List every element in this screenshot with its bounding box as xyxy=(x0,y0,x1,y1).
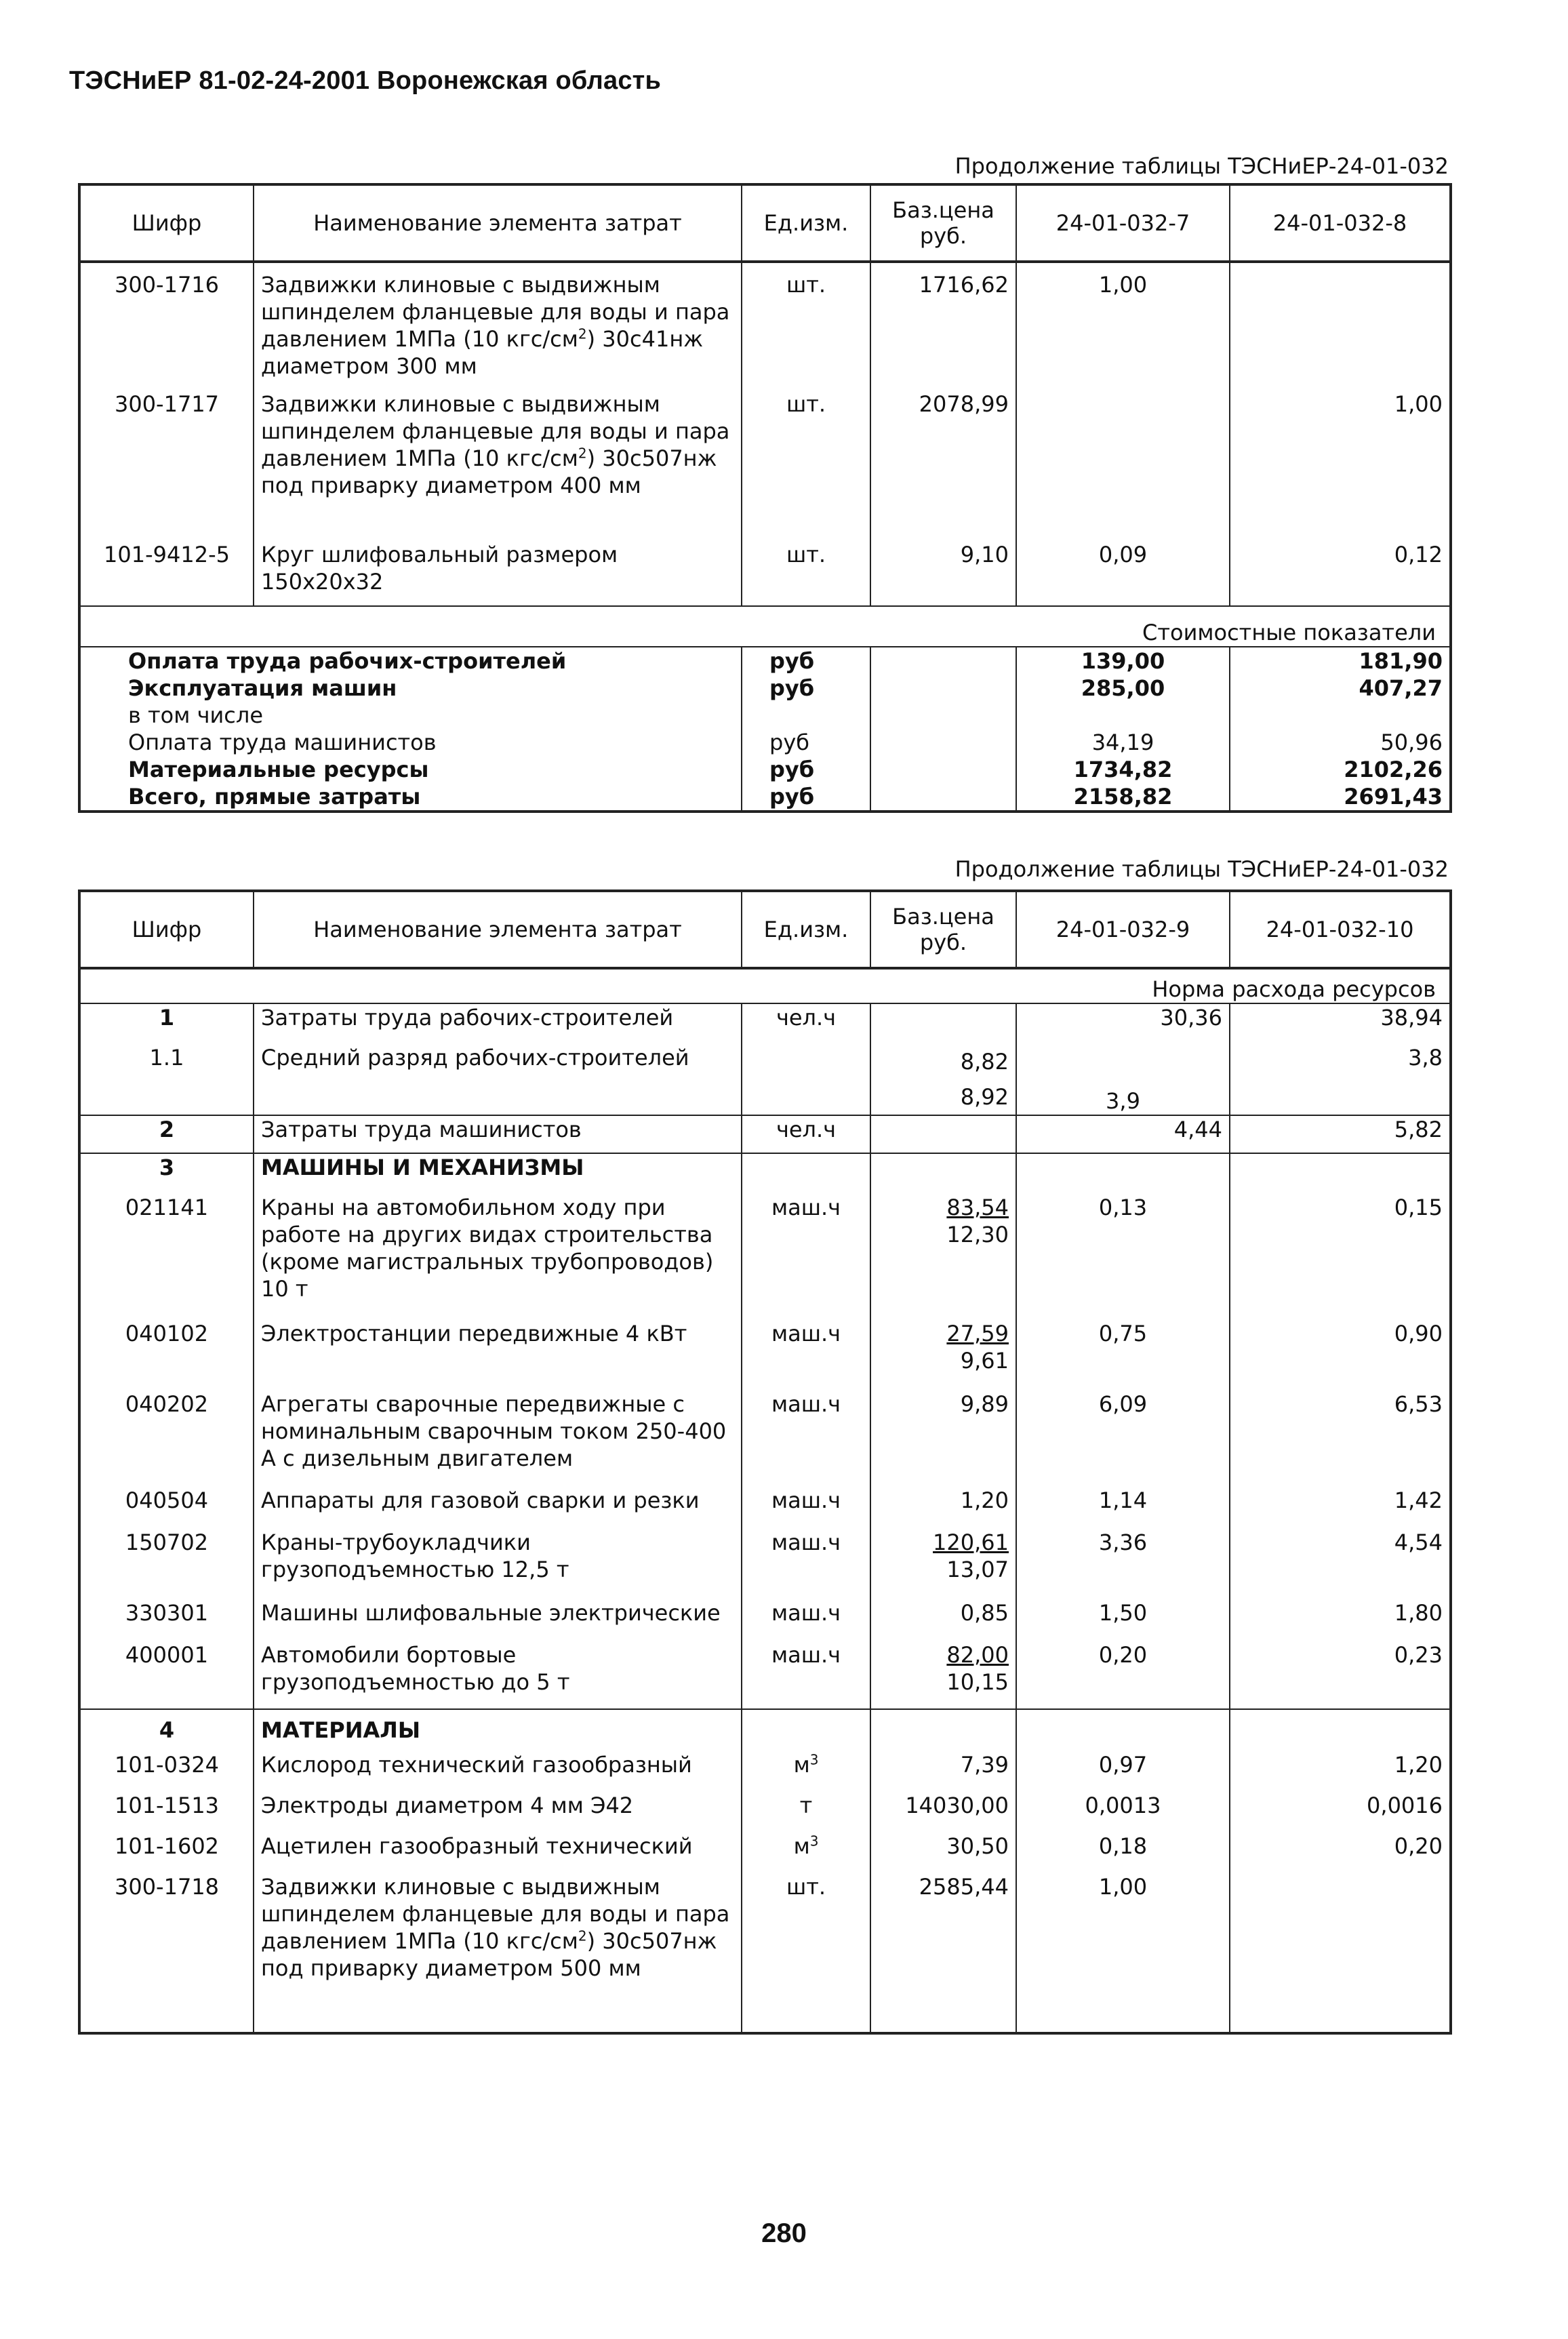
section-heading-row xyxy=(79,1709,1451,1751)
section-row xyxy=(79,606,1451,647)
row-unit: чел.ч xyxy=(742,1003,870,1044)
row-price xyxy=(870,1115,1016,1153)
row-price: 1,20 xyxy=(870,1487,1016,1529)
row-unit: маш.ч xyxy=(742,1194,870,1320)
summary-value-2: 2102,26 xyxy=(1230,756,1451,783)
row-unit: маш.ч xyxy=(742,1320,870,1391)
table-row xyxy=(79,1641,1451,1709)
summary-label: Материальные ресурсы xyxy=(79,756,742,783)
row-code: 4 xyxy=(79,1709,254,1751)
table-row xyxy=(79,1529,1451,1599)
row-code: 1 xyxy=(79,1003,254,1044)
summary-label: Оплата труда рабочих-строителей xyxy=(79,647,742,675)
table-row xyxy=(79,541,1451,606)
row-unit xyxy=(742,1044,870,1115)
row-value-2: 0,23 xyxy=(1230,1641,1451,1709)
table-row xyxy=(79,1391,1451,1487)
summary-unit: руб xyxy=(742,756,870,783)
row-name: Кислород технический газообразный xyxy=(254,1751,742,1792)
row-value-1: 4,44 xyxy=(1016,1115,1230,1153)
column-header: 24-01-032-7 xyxy=(1016,184,1230,262)
summary-row xyxy=(79,702,1451,729)
page-number: 280 xyxy=(761,2218,807,2248)
row-code: 1.1 xyxy=(79,1044,254,1115)
row-name: Затраты труда рабочих-строителей xyxy=(254,1003,742,1044)
row-code: 101-9412-5 xyxy=(79,541,254,606)
table-row xyxy=(79,1487,1451,1529)
section-heading: МАТЕРИАЛЫ xyxy=(254,1709,742,1751)
row-price: 27,59 9,61 xyxy=(870,1320,1016,1391)
summary-label: в том числе xyxy=(79,702,742,729)
table-row xyxy=(79,1792,1451,1833)
row-value-2: 4,54 xyxy=(1230,1529,1451,1599)
row-value-1: 1,00 xyxy=(1016,1873,1230,2033)
summary-row xyxy=(79,783,1451,812)
row-value-1: 3,9 xyxy=(1016,1044,1230,1115)
summary-value-2: 407,27 xyxy=(1230,675,1451,702)
row-value-2: 1,42 xyxy=(1230,1487,1451,1529)
row-value-1: 6,09 xyxy=(1016,1391,1230,1487)
row-unit: $м^3$ xyxy=(742,1751,870,1792)
row-price: 2585,44 xyxy=(870,1873,1016,2033)
row-code: 300-1718 xyxy=(79,1873,254,2033)
table-header-row xyxy=(79,184,1451,262)
row-price: 82,00 10,15 xyxy=(870,1641,1016,1709)
section-label: Стоимостные показатели xyxy=(79,606,1451,647)
column-header: 24-01-032-9 xyxy=(1016,891,1230,968)
row-code: 400001 xyxy=(79,1641,254,1709)
table-continuation-label: Продолжение таблицы ТЭСНиЕР-24-01-032 xyxy=(954,856,1449,882)
row-price: 2078,99 xyxy=(870,391,1016,541)
row-value-2: 0,12 xyxy=(1230,541,1451,606)
row-price: 1716,62 xyxy=(870,262,1016,391)
row-value-1: 0,75 xyxy=(1016,1320,1230,1391)
table-row xyxy=(79,1599,1451,1641)
column-header: Баз.цена руб. xyxy=(870,184,1016,262)
table-row xyxy=(79,1194,1451,1320)
table-row xyxy=(79,1873,1451,2033)
column-header: Ед.изм. xyxy=(742,184,870,262)
row-unit: маш.ч xyxy=(742,1391,870,1487)
row-value-1: 0,09 xyxy=(1016,541,1230,606)
table-row xyxy=(79,1044,1451,1115)
row-value-2: 5,82 xyxy=(1230,1115,1451,1153)
row-code: 150702 xyxy=(79,1529,254,1599)
row-value-1: 1,14 xyxy=(1016,1487,1230,1529)
row-value-2 xyxy=(1230,1873,1451,2033)
row-code: 101-0324 xyxy=(79,1751,254,1792)
row-name: Электроды диаметром 4 мм Э42 xyxy=(254,1792,742,1833)
table-row xyxy=(79,1115,1451,1153)
summary-unit: руб xyxy=(742,729,870,756)
row-value-2: 3,8 xyxy=(1230,1044,1451,1115)
row-unit: $м^3$ xyxy=(742,1833,870,1873)
row-value-1: 0,13 xyxy=(1016,1194,1230,1320)
row-name: Агрегаты сварочные передвижные с номинальным сварочным током 250-400 А с дизельным двигателем xyxy=(254,1391,742,1487)
row-unit: т xyxy=(742,1792,870,1833)
row-value-2: 0,90 xyxy=(1230,1320,1451,1391)
row-value-1: 0,20 xyxy=(1016,1641,1230,1709)
table-row xyxy=(79,1751,1451,1792)
summary-unit: руб xyxy=(742,783,870,812)
row-code: 040504 xyxy=(79,1487,254,1529)
row-unit: маш.ч xyxy=(742,1599,870,1641)
row-unit: шт. xyxy=(742,391,870,541)
column-header: Баз.цена руб. xyxy=(870,891,1016,968)
summary-row xyxy=(79,756,1451,783)
row-value-1: 3,36 xyxy=(1016,1529,1230,1599)
row-value-2: 0,20 xyxy=(1230,1833,1451,1873)
table-row xyxy=(79,1833,1451,1873)
column-header: 24-01-032-10 xyxy=(1230,891,1451,968)
row-value-1 xyxy=(1016,391,1230,541)
row-value-2: 0,15 xyxy=(1230,1194,1451,1320)
summary-value-2: 2691,43 xyxy=(1230,783,1451,812)
row-price: 120,61 13,07 xyxy=(870,1529,1016,1599)
page-title: ТЭСНиЕР 81-02-24-2001 Воронежская область xyxy=(69,66,662,95)
row-unit: чел.ч xyxy=(742,1115,870,1153)
summary-value-1: 2158,82 xyxy=(1016,783,1230,812)
cost-table-1 xyxy=(78,183,1452,813)
row-price: 7,39 xyxy=(870,1751,1016,1792)
section-heading-row xyxy=(79,1153,1451,1194)
column-header: Ед.изм. xyxy=(742,891,870,968)
row-code: 040202 xyxy=(79,1391,254,1487)
row-unit: шт. xyxy=(742,1873,870,2033)
row-unit: маш.ч xyxy=(742,1487,870,1529)
row-price: 83,54 12,30 xyxy=(870,1194,1016,1320)
row-value-1: 30,36 xyxy=(1016,1003,1230,1044)
row-unit: шт. xyxy=(742,262,870,391)
row-code: 040102 xyxy=(79,1320,254,1391)
row-name: Краны на автомобильном ходу при работе на других видах строительства (кроме магистральных трубопроводов) 10 т xyxy=(254,1194,742,1320)
row-price: 9,10 xyxy=(870,541,1016,606)
column-header: Наименование элемента затрат xyxy=(254,184,742,262)
row-name: Задвижки клиновые с выдвижным шпинделем фланцевые для воды и пара давлением 1МПа (10 кгс/$см^2$) 30с507нж под приварку диаметром 500 мм xyxy=(254,1873,742,2033)
row-unit: маш.ч xyxy=(742,1529,870,1599)
row-unit: маш.ч xyxy=(742,1641,870,1709)
row-value-2: 1,20 xyxy=(1230,1751,1451,1792)
row-name: Электростанции передвижные 4 кВт xyxy=(254,1320,742,1391)
summary-row xyxy=(79,647,1451,675)
section-label: Норма расхода ресурсов xyxy=(79,968,1451,1003)
row-code: 300-1717 xyxy=(79,391,254,541)
summary-value-2: 181,90 xyxy=(1230,647,1451,675)
table-row xyxy=(79,1003,1451,1044)
table-continuation-label: Продолжение таблицы ТЭСНиЕР-24-01-032 xyxy=(954,153,1449,179)
row-value-2: 38,94 xyxy=(1230,1003,1451,1044)
row-value-1: 1,00 xyxy=(1016,262,1230,391)
summary-value-1: 285,00 xyxy=(1016,675,1230,702)
row-code: 101-1513 xyxy=(79,1792,254,1833)
row-value-2: 1,80 xyxy=(1230,1599,1451,1641)
summary-label: Оплата труда машинистов xyxy=(79,729,742,756)
row-value-2: 1,00 xyxy=(1230,391,1451,541)
row-code: 300-1716 xyxy=(79,262,254,391)
row-value-1: 0,18 xyxy=(1016,1833,1230,1873)
row-price: 8,82 8,92 xyxy=(870,1044,1016,1115)
row-name: Средний разряд рабочих-строителей xyxy=(254,1044,742,1115)
row-name: Автомобили бортовые грузоподъемностью до 5 т xyxy=(254,1641,742,1709)
column-header: Шифр xyxy=(79,184,254,262)
row-name: Аппараты для газовой сварки и резки xyxy=(254,1487,742,1529)
row-code: 101-1602 xyxy=(79,1833,254,1873)
summary-row xyxy=(79,729,1451,756)
table-row xyxy=(79,1320,1451,1391)
row-name: Задвижки клиновые с выдвижным шпинделем фланцевые для воды и пара давлением 1МПа (10 кгс/$см^2$) 30с41нж диаметром 300 мм xyxy=(254,262,742,391)
summary-row xyxy=(79,675,1451,702)
column-header: Шифр xyxy=(79,891,254,968)
section-row xyxy=(79,968,1451,1003)
summary-label: Эксплуатация машин xyxy=(79,675,742,702)
table-row xyxy=(79,262,1451,391)
row-name: Задвижки клиновые с выдвижным шпинделем фланцевые для воды и пара давлением 1МПа (10 кгс/$см^2$) 30с507нж под приварку диаметром 400 мм xyxy=(254,391,742,541)
row-name: Машины шлифовальные электрические xyxy=(254,1599,742,1641)
table-header-row xyxy=(79,891,1451,968)
row-code: 330301 xyxy=(79,1599,254,1641)
row-price xyxy=(870,1003,1016,1044)
row-value-2: 0,0016 xyxy=(1230,1792,1451,1833)
row-code: 021141 xyxy=(79,1194,254,1320)
summary-value-1: 139,00 xyxy=(1016,647,1230,675)
row-price: 0,85 xyxy=(870,1599,1016,1641)
row-name: Краны-трубоукладчики грузоподъемностью 12,5 т xyxy=(254,1529,742,1599)
row-name: Затраты труда машинистов xyxy=(254,1115,742,1153)
row-value-1: 1,50 xyxy=(1016,1599,1230,1641)
column-header: 24-01-032-8 xyxy=(1230,184,1451,262)
row-price: 9,89 xyxy=(870,1391,1016,1487)
row-value-2 xyxy=(1230,262,1451,391)
row-value-1: 0,97 xyxy=(1016,1751,1230,1792)
section-heading: МАШИНЫ И МЕХАНИЗМЫ xyxy=(254,1153,742,1194)
cost-table-2 xyxy=(78,889,1452,2035)
row-name: Круг шлифовальный размером 150х20х32 xyxy=(254,541,742,606)
row-value-2: 6,53 xyxy=(1230,1391,1451,1487)
row-code: 2 xyxy=(79,1115,254,1153)
row-price: 30,50 xyxy=(870,1833,1016,1873)
summary-unit: руб xyxy=(742,675,870,702)
row-value-1: 0,0013 xyxy=(1016,1792,1230,1833)
summary-value-2: 50,96 xyxy=(1230,729,1451,756)
table-row xyxy=(79,391,1451,541)
column-header: Наименование элемента затрат xyxy=(254,891,742,968)
row-name: Ацетилен газообразный технический xyxy=(254,1833,742,1873)
summary-unit: руб xyxy=(742,647,870,675)
summary-label: Всего, прямые затраты xyxy=(79,783,742,812)
summary-value-1: 1734,82 xyxy=(1016,756,1230,783)
row-code: 3 xyxy=(79,1153,254,1194)
row-unit: шт. xyxy=(742,541,870,606)
summary-value-1: 34,19 xyxy=(1016,729,1230,756)
row-price: 14030,00 xyxy=(870,1792,1016,1833)
